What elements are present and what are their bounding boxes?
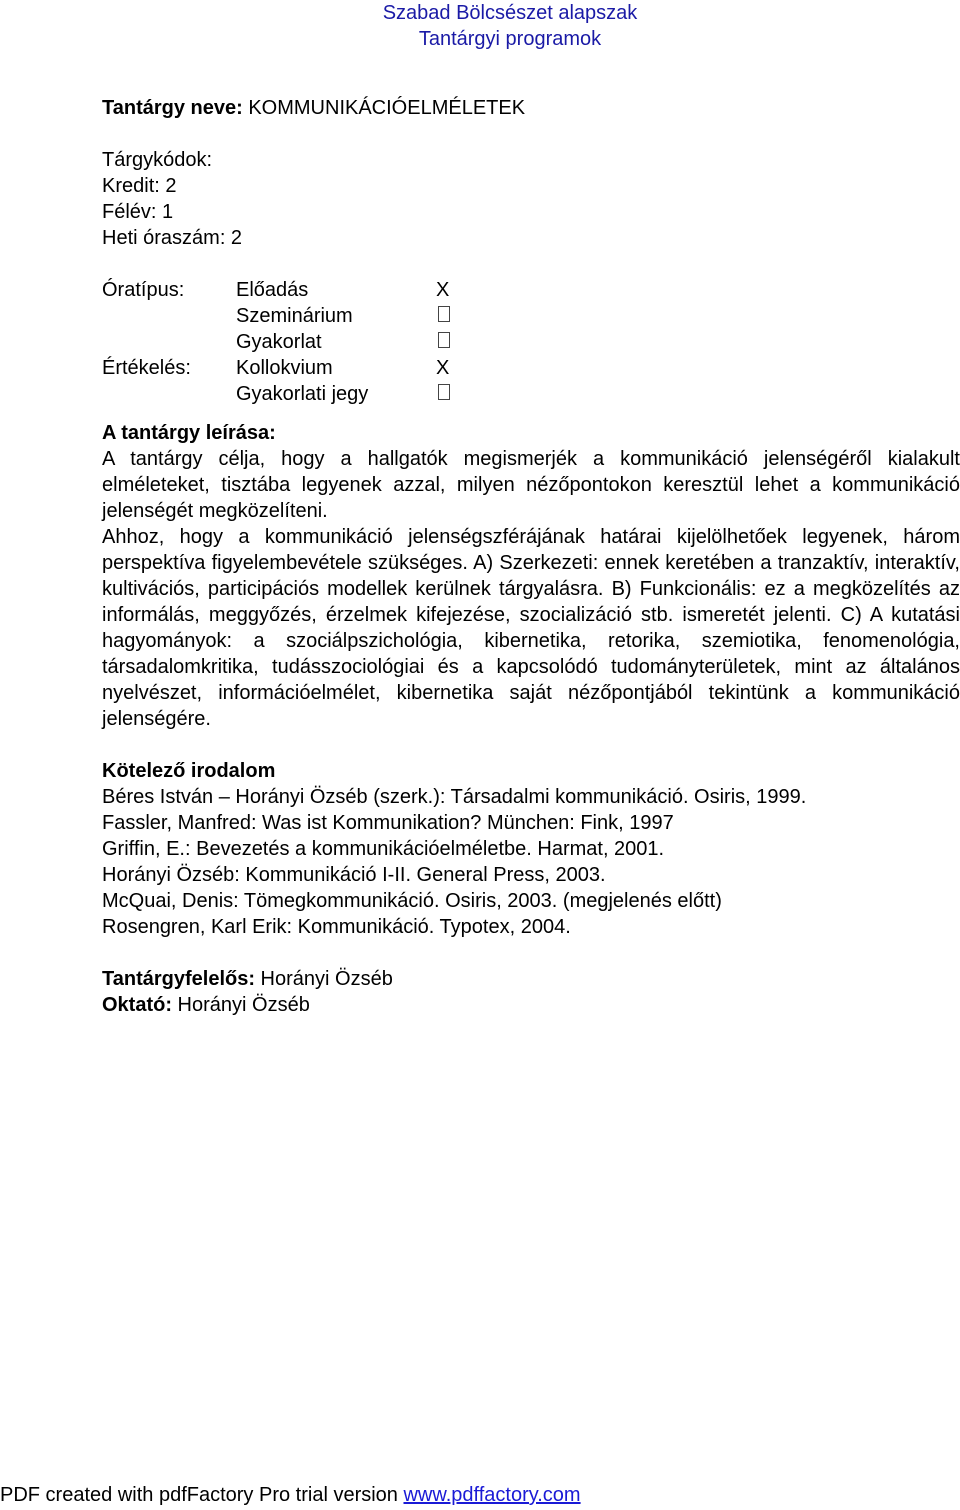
class-type-row: [102, 277, 960, 303]
class-type-name: Előadás: [236, 279, 309, 301]
teacher-line: [102, 992, 960, 1018]
literature-item: Fassler, Manfred: Was ist Kommunikation? München: Fink, 1997: [102, 812, 674, 834]
subject-label: Tantárgy neve:: [102, 97, 243, 119]
class-type-label: Óratípus:: [102, 279, 185, 301]
course-semester: Félév: 1: [102, 201, 174, 223]
page-header: [330, 0, 690, 52]
literature-item: McQuai, Denis: Tömegkommunikáció. Osiris, 2003. (megjelenés előtt): [102, 890, 722, 912]
literature-item: Béres István – Horányi Özséb (szerk.): Társadalmi kommunikáció. Osiris, 1999.: [102, 786, 807, 808]
class-type-table: [102, 277, 960, 407]
evaluation-label: Értékelés:: [102, 357, 191, 379]
literature-item: Horányi Özséb: Kommunikáció I-II. General Press, 2003.: [102, 864, 606, 886]
class-type-row: [102, 329, 960, 355]
class-type-mark: X: [436, 279, 450, 301]
subject-name: KOMMUNIKÁCIÓELMÉLETEK: [242, 97, 526, 119]
course-hours: Heti óraszám: 2: [102, 227, 243, 249]
responsible-label: Tantárgyfelelős:: [102, 968, 255, 990]
literature-section: [102, 758, 960, 940]
responsible-value: Horányi Özséb: [255, 968, 393, 990]
literature-heading: Kötelező irodalom: [102, 760, 276, 782]
description-heading: A tantárgy leírása:: [102, 422, 276, 444]
evaluation-row: [102, 355, 960, 381]
header-subtitle: Tantárgyi programok: [418, 28, 602, 50]
footer-link[interactable]: www.pdffactory.com: [403, 1484, 581, 1506]
class-type-name: Gyakorlat: [236, 331, 322, 353]
evaluation-name: Gyakorlati jegy: [236, 383, 369, 405]
description-paragraph: A tantárgy célja, hogy a hallgatók megismerjék a kommunikáció jelenségéről kialakult elméleteket, tisztába legyenek azzal, milyen nézőpontokon keresztül lehet a kommunikáció jelenségét megközelíteni.: [102, 448, 960, 522]
empty-checkbox-icon: [438, 332, 450, 348]
description-paragraph: Ahhoz, hogy a kommunikáció jelenségszférájának határai kijelölhetőek legyenek, három perspektíva figyelembevétele szükséges. A) Szerkezeti: ennek keretében a tranzaktív, interaktív, kultivációs, participációs modellek kerülnek tárgyalásra. B) Funkcionális: ez a megközelítés az informálás, meggyőzés, érzelmek kifejezése, szocializáció stb. ismeretét jelenti. C) A kutatási hagyományok: a szociálpszichológia, kibernetika, retorika, szemiotika, fenomenológia, társadalomkritika, tudásszociológiai és a kapcsolódó tudományterületek, mint az általános nyelvészet, információelmélet, kibernetika saját nézőpontjából tekintünk a kommunikáció jelenségére.: [102, 526, 960, 730]
evaluation-name: Kollokvium: [236, 357, 333, 379]
course-codes: Tárgykódok:: [102, 149, 213, 171]
literature-item: Rosengren, Karl Erik: Kommunikáció. Typotex, 2004.: [102, 916, 571, 938]
class-type-row: [102, 303, 960, 329]
responsible-line: [102, 966, 960, 992]
teacher-label: Oktató:: [102, 994, 172, 1016]
pdf-footer: [0, 1482, 581, 1508]
document-body: [102, 95, 960, 1018]
description-section: [102, 420, 960, 732]
evaluation-mark: X: [436, 357, 450, 379]
header-program: Szabad Bölcsészet alapszak: [382, 2, 638, 24]
course-credit: Kredit: 2: [102, 175, 177, 197]
teacher-value: Horányi Özséb: [172, 994, 310, 1016]
class-type-name: Szeminárium: [236, 305, 353, 327]
empty-checkbox-icon: [438, 384, 450, 400]
footer-text: PDF created with pdfFactory Pro trial version: [0, 1484, 404, 1506]
empty-checkbox-icon: [438, 306, 450, 322]
evaluation-row: [102, 381, 960, 407]
course-info: [102, 147, 960, 251]
literature-item: Griffin, E.: Bevezetés a kommunikációelméletbe. Harmat, 2001.: [102, 838, 665, 860]
subject-title: [102, 95, 960, 121]
